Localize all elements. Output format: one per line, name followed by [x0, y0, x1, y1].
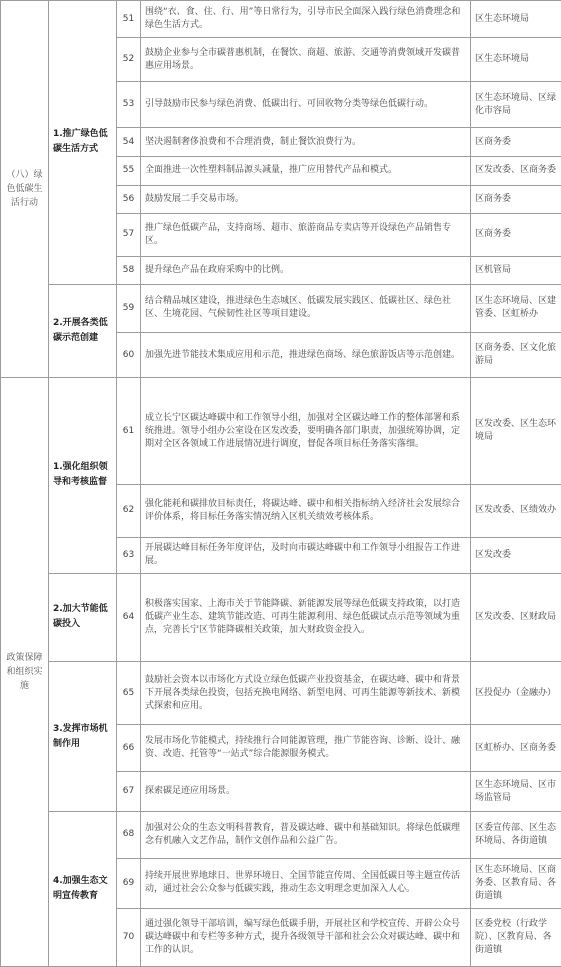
responsible-dept-cell: 区生态环境局、区绿化市容局 [471, 82, 561, 128]
responsible-dept-cell: 区生态环境局、区市场监管局 [471, 772, 561, 812]
task-content-cell: 积极落实国家、上海市关于节能降碳、新能源发展等绿色低碳支持政策，以打造低碳产业生态、建筑节能改造、可再生能源利用、绿色低碳试点示范等领域为重点，完善长宁区节能降碳相关政策，加大财政资金投入。 [141, 573, 471, 661]
responsible-dept-cell: 区商务委 [471, 185, 561, 213]
responsible-dept-cell: 区委宣传部、区生态环境局、各街道镇 [471, 812, 561, 858]
responsible-dept-cell: 区发改委、区财政局 [471, 573, 561, 661]
subcategory-cell: 4.加强生态文明宣传教育 [49, 812, 117, 967]
task-content-cell: 结合精品城区建设，推进绿色生态城区、低碳发展实践区、低碳社区、绿色社区、生境花园、气候韧性社区等项目建设。 [141, 284, 471, 332]
responsible-dept-cell: 区发改委、区商务委 [471, 157, 561, 185]
task-content-cell: 加强先进节能技术集成应用和示范，推进绿色商场、绿色旅游饭店等示范创建。 [141, 332, 471, 377]
task-number-cell: 64 [117, 573, 141, 661]
table-row [1, 573, 561, 661]
task-number-cell: 65 [117, 661, 141, 724]
responsible-dept-cell: 区生态环境局 [471, 38, 561, 82]
subcategory-cell: 1.强化组织领导和考核监督 [49, 378, 117, 574]
task-content-cell: 坚决遏制奢侈浪费和不合理消费，制止餐饮浪费行为。 [141, 128, 471, 157]
responsible-dept-cell: 区商务委、区文化旅游局 [471, 332, 561, 377]
task-number-cell: 59 [117, 284, 141, 332]
subcategory-cell: 2.加大节能低碳投入 [49, 573, 117, 661]
task-number-cell: 55 [117, 157, 141, 185]
task-content-cell: 推广绿色低碳产品，支持商场、超市、旅游商品专卖店等开设绿色产品销售专区。 [141, 213, 471, 256]
table-row [1, 378, 561, 485]
responsible-dept-cell: 区委党校（行政学院）、区教育局、各街道镇 [471, 908, 561, 966]
task-content-cell: 成立长宁区碳达峰碳中和工作领导小组，加强对全区碳达峰工作的整体部署和系统推进。领导小组办公室设在区发改委，要明确各部门职责，加强统筹协调，定期对全区各领域工作进展情况进行调度，督促各项目标任务落实落细。 [141, 378, 471, 485]
task-number-cell: 51 [117, 1, 141, 38]
task-content-cell: 探索碳足迹应用场景。 [141, 772, 471, 812]
task-number-cell: 52 [117, 38, 141, 82]
task-number-cell: 60 [117, 332, 141, 377]
task-content-cell: 鼓励社会资本以市场化方式设立绿色低碳产业投资基金，在碳达峰、碳中和背景下开展各类绿色投资，包括充换电网络、新型电网、可再生能源等新技术、新模式探索和应用。 [141, 661, 471, 724]
responsible-dept-cell: 区发改委、区生态环境局 [471, 378, 561, 485]
responsible-dept-cell: 区发改委 [471, 537, 561, 573]
responsible-dept-cell: 区投促办（金融办） [471, 661, 561, 724]
responsible-dept-cell: 区发改委、区绩效办 [471, 485, 561, 537]
task-content-cell: 鼓励企业参与全市碳普惠机制，在餐饮、商超、旅游、交通等消费领域开发碳普惠应用场景。 [141, 38, 471, 82]
task-content-cell: 全面推进一次性塑料制品源头减量，推广应用替代产品和模式。 [141, 157, 471, 185]
task-number-cell: 54 [117, 128, 141, 157]
responsible-dept-cell: 区商务委 [471, 128, 561, 157]
task-content-cell: 开展碳达峰目标任务年度评估，及时向市碳达峰碳中和工作领导小组报告工作进展。 [141, 537, 471, 573]
task-content-cell: 发展市场化节能模式，持续推行合同能源管理，推广节能咨询、诊断、设计、融资、改造、托管等“一站式”综合能源服务模式。 [141, 725, 471, 772]
task-number-cell: 61 [117, 378, 141, 485]
task-number-cell: 62 [117, 485, 141, 537]
subcategory-cell: 1.推广绿色低碳生活方式 [49, 1, 117, 285]
responsible-dept-cell: 区商务委 [471, 213, 561, 256]
table-row [1, 812, 561, 858]
responsible-dept-cell: 区生态环境局、区建管委、区虹桥办 [471, 284, 561, 332]
task-number-cell: 58 [117, 256, 141, 284]
task-content-cell: 加强对公众的生态文明科普教育，普及碳达峰、碳中和基础知识。将绿色低碳理念有机融入文艺作品，制作文创作品和公益广告。 [141, 812, 471, 858]
table-row [1, 284, 561, 332]
task-content-cell: 通过强化领导干部培训，编写绿色低碳手册，开展社区和学校宣传、开辟公众号碳达峰碳中和专栏等多种方式，提升各级领导干部和社会公众对碳达峰、碳中和工作的认识。 [141, 908, 471, 966]
subcategory-cell: 2.开展各类低碳示范创建 [49, 284, 117, 377]
task-number-cell: 68 [117, 812, 141, 858]
task-number-cell: 57 [117, 213, 141, 256]
subcategory-cell: 3.发挥市场机制作用 [49, 661, 117, 811]
task-content-cell: 提升绿色产品在政府采购中的比例。 [141, 256, 471, 284]
task-content-cell: 强化能耗和碳排放目标责任，将碳达峰、碳中和相关指标纳入经济社会发展综合评价体系，将目标任务落实情况纳入区机关绩效考核体系。 [141, 485, 471, 537]
task-content-cell: 引导鼓励市民参与绿色消费、低碳出行、可回收物分类等绿色低碳行动。 [141, 82, 471, 128]
task-number-cell: 63 [117, 537, 141, 573]
table-row [1, 661, 561, 724]
responsible-dept-cell: 区机管局 [471, 256, 561, 284]
task-number-cell: 69 [117, 858, 141, 908]
task-content-cell: 围绕“衣、食、住、行、用”等日常行为，引导市民全面深入践行绿色消费理念和绿色生活方式。 [141, 1, 471, 38]
category-cell: 政策保障和组织实施 [1, 378, 49, 967]
responsible-dept-cell: 区生态环境局、区商务委、区教育局、各街道镇 [471, 858, 561, 908]
task-number-cell: 56 [117, 185, 141, 213]
task-content-cell: 鼓励发展二手交易市场。 [141, 185, 471, 213]
task-number-cell: 70 [117, 908, 141, 966]
task-number-cell: 53 [117, 82, 141, 128]
task-table-body [1, 1, 561, 967]
task-number-cell: 66 [117, 725, 141, 772]
table-row [1, 1, 561, 38]
task-number-cell: 67 [117, 772, 141, 812]
task-content-cell: 持续开展世界地球日、世界环境日、全国节能宣传周、全国低碳日等主题宣传活动，通过社会公众参与低碳实践，推动生态文明理念更加深入人心。 [141, 858, 471, 908]
responsible-dept-cell: 区虹桥办、区商务委 [471, 725, 561, 772]
responsible-dept-cell: 区生态环境局 [471, 1, 561, 38]
category-cell: （八）绿色低碳生活行动 [1, 1, 49, 378]
